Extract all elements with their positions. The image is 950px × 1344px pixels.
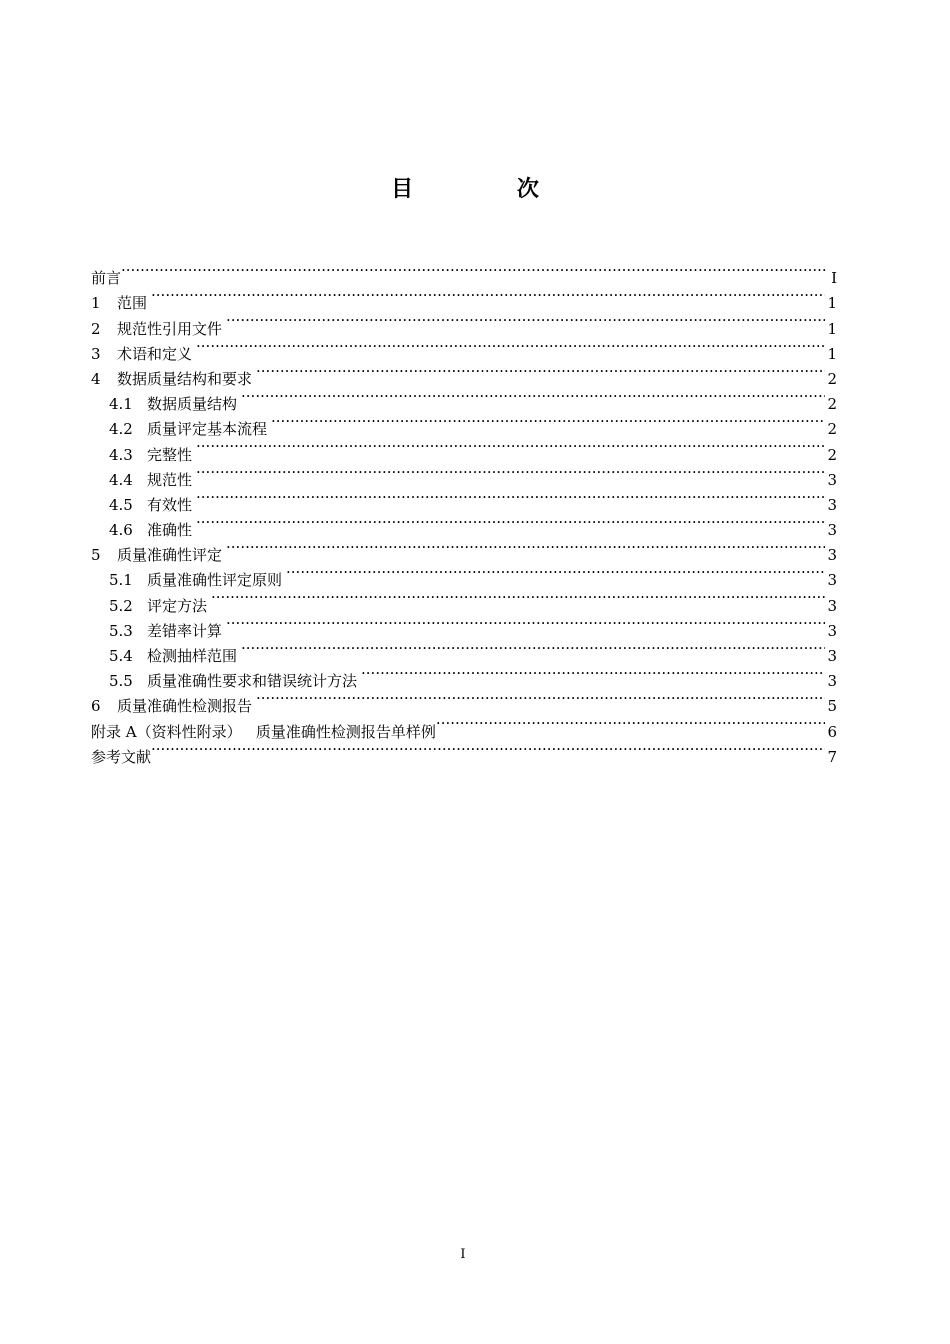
- toc-entry-number: 4.4: [109, 470, 133, 489]
- toc-entry-number: 1: [91, 294, 101, 313]
- toc-entry-title: 规范性: [147, 470, 193, 489]
- toc-entry-number: 5: [91, 546, 101, 565]
- toc-leader-dots: [241, 384, 825, 409]
- toc-entry-title: 质量评定基本流程: [147, 420, 268, 439]
- toc-leader-dots: [226, 611, 825, 636]
- toc-entry-number: 4.3: [109, 445, 133, 464]
- toc-leader-dots: [211, 585, 825, 610]
- toc-entry-page: I: [831, 269, 837, 288]
- toc-entry-title: 术语和定义: [117, 344, 193, 363]
- toc-entry-title: 规范性引用文件: [117, 319, 223, 338]
- toc-entry-4[interactable]: [91, 359, 837, 388]
- toc-entry-title: 附录 A（资料性附录） 质量准确性检测报告单样例: [91, 722, 436, 741]
- toc-entry-number: 3: [91, 344, 101, 363]
- toc-entry-title: 数据质量结构: [147, 395, 238, 414]
- toc-entry-page: 3: [827, 647, 837, 665]
- toc-entry-number: 5.2: [109, 596, 133, 615]
- toc-leader-dots: [241, 636, 825, 661]
- toc-leader-dots: [196, 460, 825, 485]
- toc-entry-page: 3: [827, 495, 837, 514]
- toc-leader-dots: [151, 737, 825, 762]
- toc-entry-number: 4.5: [109, 495, 133, 514]
- toc-entry-title: 质量准确性评定原则: [147, 571, 283, 590]
- toc-entry-page: 1: [827, 319, 837, 338]
- toc-entry-number: 4: [91, 369, 101, 388]
- toc-leader-dots: [151, 283, 825, 308]
- toc-entry-2[interactable]: [91, 308, 837, 338]
- toc-entry-number: 5.4: [109, 647, 133, 665]
- toc-entry-title: 数据质量结构和要求: [117, 369, 253, 388]
- toc-entry-4-5[interactable]: [91, 485, 837, 514]
- toc-leader-dots: [196, 434, 825, 459]
- page-number: I: [460, 1247, 466, 1262]
- toc-entry-page: 7: [827, 747, 837, 766]
- toc-entry-title: 质量准确性要求和错误统计方法: [147, 672, 358, 691]
- toc-leader-dots: [121, 258, 827, 283]
- toc-entry-title: 完整性: [147, 445, 193, 464]
- toc-entry-page: 1: [827, 344, 837, 363]
- toc-entry-title: 质量准确性检测报告: [117, 697, 253, 716]
- toc-entry-title: 范围: [117, 294, 148, 313]
- toc-entry-page: 1: [827, 294, 837, 313]
- toc-entry-title: 准确性: [147, 521, 193, 540]
- toc-entry-number: 4.2: [109, 420, 133, 439]
- toc-leader-dots: [256, 359, 825, 384]
- toc-leader-dots: [256, 686, 825, 711]
- toc-leader-dots: [196, 485, 825, 510]
- toc-entry-page: 3: [827, 672, 837, 691]
- toc-entry-page: 6: [827, 722, 837, 741]
- toc-entry-5[interactable]: [91, 535, 837, 565]
- toc-entry-title: 质量准确性评定: [117, 546, 223, 565]
- toc-leader-dots: [226, 535, 825, 560]
- toc-entry-number: 5.3: [109, 621, 133, 640]
- toc-entry-number: 2: [91, 319, 101, 338]
- toc-entry-foreword[interactable]: [91, 258, 837, 288]
- toc-leader-dots: [226, 308, 825, 333]
- page-title: 目 次: [391, 177, 587, 202]
- toc-leader-dots: [361, 661, 825, 686]
- toc-entry-page: 2: [827, 369, 837, 388]
- toc-entry-title: 前言: [91, 269, 122, 288]
- toc-entry-page: 3: [827, 596, 837, 615]
- toc-entry-page: 3: [827, 546, 837, 565]
- toc-entry-number: 4.6: [109, 521, 133, 540]
- toc-entry-references[interactable]: [91, 737, 837, 766]
- toc-entry-3[interactable]: [91, 334, 837, 363]
- toc-entry-number: 5.1: [109, 571, 133, 590]
- toc-entry-number: 6: [91, 697, 101, 716]
- toc-entry-number: 5.5: [109, 672, 133, 691]
- toc-entry-page: 2: [827, 395, 837, 414]
- toc-entry-4-4[interactable]: [91, 460, 837, 489]
- toc-entry-title: 检测抽样范围: [147, 647, 238, 665]
- toc-leader-dots: [271, 409, 825, 434]
- toc-leader-dots: [286, 560, 825, 585]
- toc-entry-page: 3: [827, 621, 837, 640]
- toc-entry-4-6[interactable]: [91, 510, 837, 540]
- toc-entry-page: 3: [827, 521, 837, 540]
- toc-leader-dots: [436, 711, 826, 736]
- toc-entry-page: 5: [827, 697, 837, 716]
- toc-entry-title: 评定方法: [147, 596, 208, 615]
- table-of-contents: [91, 258, 837, 766]
- toc-entry-title: 有效性: [147, 495, 193, 514]
- toc-entry-4-3[interactable]: [91, 434, 837, 464]
- toc-leader-dots: [196, 334, 825, 359]
- toc-entry-page: 3: [827, 571, 837, 590]
- toc-entry-page: 2: [827, 445, 837, 464]
- toc-entry-page: 3: [827, 470, 837, 489]
- toc-entry-number: 4.1: [109, 395, 133, 414]
- toc-entry-title: 参考文献: [91, 747, 152, 766]
- toc-entry-page: 2: [827, 420, 837, 439]
- toc-entry-1[interactable]: [91, 283, 837, 313]
- toc-leader-dots: [196, 510, 825, 535]
- toc-entry-title: 差错率计算: [147, 621, 223, 640]
